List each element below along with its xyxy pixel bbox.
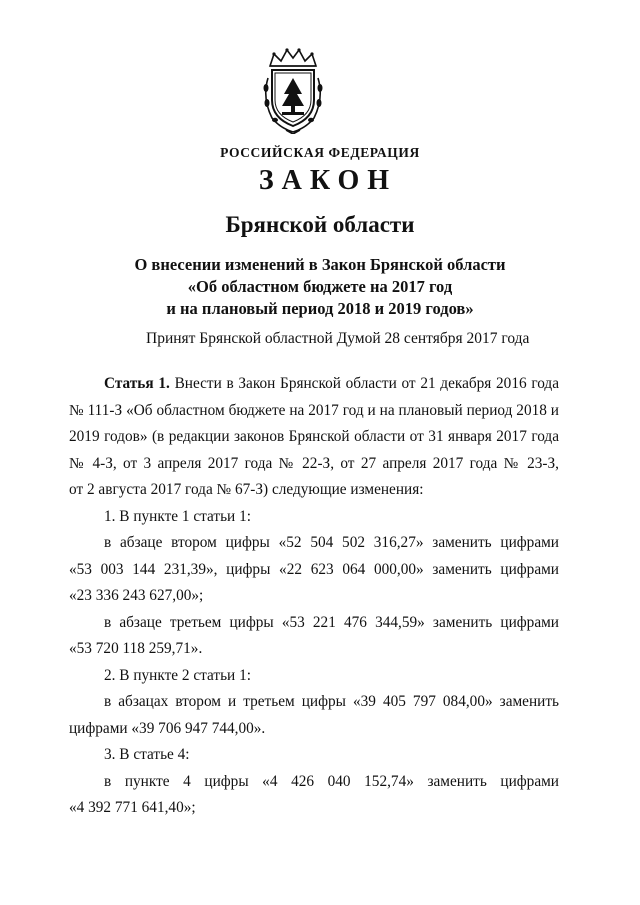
article-1 (69, 371, 559, 822)
item-3-heading: 3. В статье 4: (104, 746, 190, 763)
article-line: № 4-З, от 3 апреля 2017 года № 22-З, от 27 апреля 2017 года № 23-З, (69, 454, 559, 472)
article-line: № 111-З «Об областном бюджете на 2017 год и на плановый период 2018 и (69, 401, 559, 419)
item-1-paragraph-a-line: «23 336 243 627,00»; (69, 587, 204, 604)
article-first-line (69, 371, 559, 398)
item-1-paragraph-a-line: «53 003 144 231,39», цифры «22 623 064 000,00» заменить цифрами (69, 560, 559, 578)
item-2-paragraph-line: в абзацах втором и третьем цифры «39 405 797 084,00» заменить (104, 693, 559, 710)
document-type-title: ЗАКОН (258, 165, 398, 196)
item-2-paragraph-line: цифрами «39 706 947 744,00». (69, 719, 266, 737)
article-line: от 2 августа 2017 года № 67-З) следующие изменения: (69, 481, 424, 498)
item-3-paragraph-line: «4 392 771 641,40»; (69, 799, 196, 816)
item-1-paragraph-b-line: в абзаце третьем цифры «53 221 476 344,59» заменить цифрами (104, 613, 559, 631)
item-2-heading: 2. В пункте 2 статьи 1: (104, 666, 251, 684)
item-3-paragraph-line: в пункте 4 цифры «4 426 040 152,74» заменить цифрами (104, 772, 559, 790)
article-text: Внести в Закон Брянской области от 21 декабря 2016 года (174, 375, 559, 392)
subject-line: и на плановый период 2018 и 2019 годов» (166, 299, 474, 318)
item-1-heading: 1. В пункте 1 статьи 1: (104, 507, 251, 525)
country-heading: РОССИЙСКАЯ ФЕДЕРАЦИЯ (220, 145, 420, 160)
subject-line: «Об областном бюджете на 2017 год (187, 277, 453, 296)
adoption-note: Принят Брянской областной Думой 28 сентября 2017 года (146, 330, 530, 347)
region-title: Брянской области (225, 212, 415, 237)
article-line: 2019 годов» (в редакции законов Брянской области от 31 января 2017 года (69, 428, 559, 445)
item-1-paragraph-a-line: в абзаце втором цифры «52 504 502 316,27» заменить цифрами (104, 534, 559, 551)
article-label: Статья 1. (104, 375, 170, 392)
subject-line: О внесении изменений в Закон Брянской области (134, 255, 506, 274)
bryansk-coat-of-arms-icon (258, 48, 328, 134)
item-1-paragraph-b-line: «53 720 118 259,71». (69, 640, 203, 657)
law-subject-title (0, 254, 640, 320)
